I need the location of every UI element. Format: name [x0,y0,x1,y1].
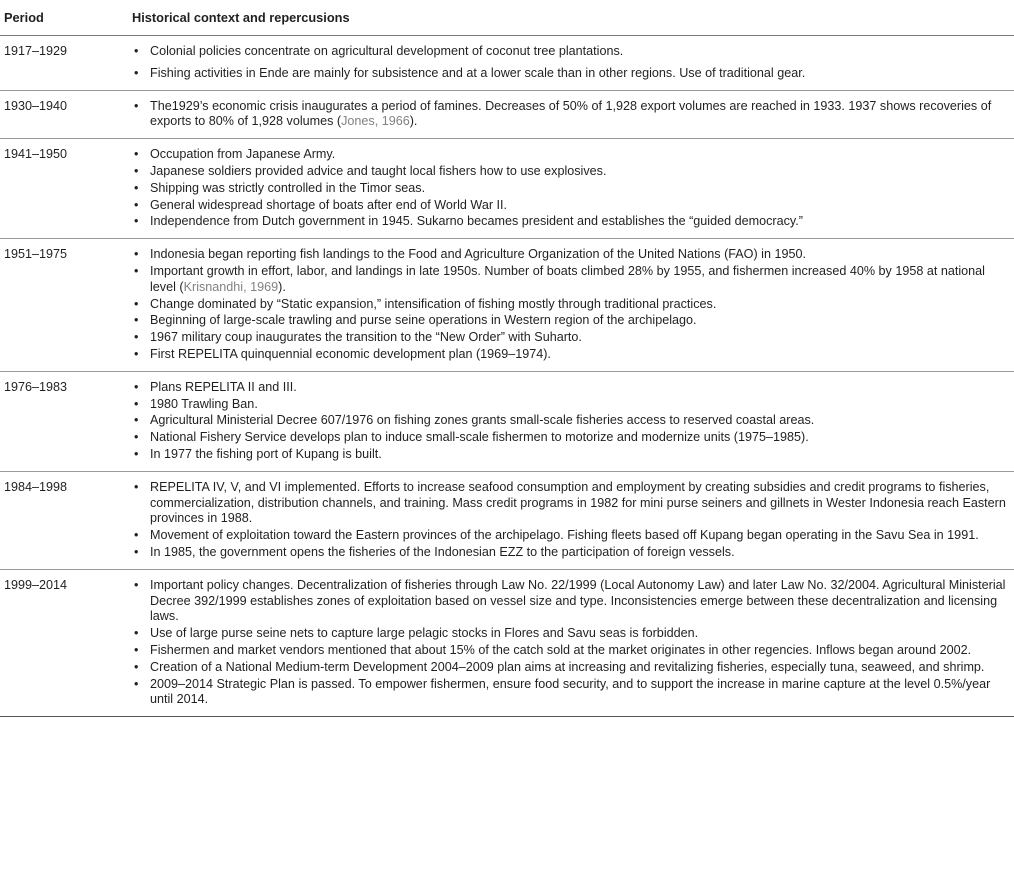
header-row [0,0,1014,36]
item-text: In 1985, the government opens the fisheries of the Indonesian EZZ to the participation of foreign vessels. [150,544,735,559]
period-cell: 1976–1983 [0,371,116,471]
bullet-list [132,44,1010,82]
list-item [132,347,1010,363]
bullet-icon: • [134,263,139,278]
list-item [132,330,1010,346]
list-item [132,214,1010,230]
list-item [132,264,1010,296]
item-text: Beginning of large-scale trawling and purse seine operations in Western region of the archipelago. [150,313,697,328]
period-cell: 1984–1998 [0,471,116,569]
bullet-icon: • [134,676,139,691]
bullet-icon: • [134,479,139,494]
context-cell [116,569,1014,716]
period-cell: 1941–1950 [0,139,116,239]
list-item [132,181,1010,197]
item-text-tail: ). [278,279,286,294]
item-text: The1929’s economic crisis inaugurates a period of famines. Decreases of 50% of 1,928 export volumes are reached in 1933. 1937 shows recoveries of exports to 80% of 1,928 volumes ( [150,98,992,129]
item-text: REPELITA IV, V, and VI implemented. Efforts to increase seafood consumption and employment by creating subsidies and credit programs to fisheries, commercialization, distribution channels, and training. Mass credit programs in 1982 for mini purse seiners and gillnets in Wester Indonesia reach Eastern provinces in 1988. [150,479,1006,526]
bullet-icon: • [134,642,139,657]
list-item [132,380,1010,396]
context-cell [116,371,1014,471]
table-row [0,569,1014,716]
bullet-icon: • [134,528,139,543]
list-item [132,626,1010,642]
item-text: First REPELITA quinquennial economic development plan (1969–1974). [150,346,551,361]
bullet-icon: • [134,659,139,674]
item-text: Agricultural Ministerial Decree 607/1976 on fishing zones grants small-scale fisheries access to reserved coastal areas. [150,413,815,428]
bullet-icon: • [134,296,139,311]
item-text: Plans REPELITA II and III. [150,379,297,394]
bullet-icon: • [134,44,139,58]
item-text: Shipping was strictly controlled in the Timor seas. [150,180,426,195]
bullet-list [132,99,1010,131]
table-row [0,36,1014,91]
item-text: Fishermen and market vendors mentioned that about 15% of the catch sold at the market originates in other regencies. Inflows began around 2002. [150,642,972,657]
bullet-icon: • [134,626,139,641]
context-cell [116,36,1014,91]
citation-link[interactable]: Jones, 1966 [341,114,410,129]
list-item [132,447,1010,463]
period-cell: 1930–1940 [0,90,116,139]
bullet-icon: • [134,413,139,428]
list-item [132,677,1010,709]
item-text: Important policy changes. Decentralization of fisheries through Law No. 22/1999 (Local Autonomy Law) and later Law No. 32/2004. Agricultural Ministerial Decree 392/1999 establishes zones of exploitation based on vessel size and type. Inconsistencies emerge between these decentralization and licensing laws. [150,577,1006,624]
list-item [132,480,1010,527]
citation-link[interactable]: Krisnandhi, 1969 [183,279,279,294]
list-item [132,413,1010,429]
list-item [132,164,1010,180]
bullet-icon: • [134,396,139,411]
list-item [132,430,1010,446]
bullet-icon: • [134,446,139,461]
list-item [132,297,1010,313]
bullet-icon: • [134,544,139,559]
item-text: Fishing activities in Ende are mainly for subsistence and at a lower scale than in other regions. Use of traditional gear. [150,65,806,80]
bullet-icon: • [134,247,139,262]
bullet-list [132,247,1010,363]
item-text: Colonial policies concentrate on agricultural development of coconut tree plantations. [150,44,624,58]
context-cell [116,471,1014,569]
bullet-icon: • [134,147,139,162]
item-text: 1980 Trawling Ban. [150,396,258,411]
list-item [132,528,1010,544]
table-body [0,36,1014,717]
bullet-icon: • [134,180,139,195]
bullet-list [132,480,1010,561]
period-cell: 1951–1975 [0,239,116,372]
item-text: General widespread shortage of boats after end of World War II. [150,197,508,212]
bullet-icon: • [134,346,139,361]
table-row [0,139,1014,239]
list-item [132,578,1010,625]
item-text: Indonesia began reporting fish landings to the Food and Agriculture Organization of the United Nations (FAO) in 1950. [150,247,806,262]
list-item [132,99,1010,131]
context-cell [116,90,1014,139]
item-text: Creation of a National Medium-term Development 2004–2009 plan aims at increasing and revitalizing fisheries, especially tuna, seaweed, and shrimp. [150,659,985,674]
list-item [132,66,1010,82]
item-text: Occupation from Japanese Army. [150,147,336,162]
list-item [132,660,1010,676]
context-cell [116,139,1014,239]
bullet-icon: • [134,577,139,592]
item-text: Change dominated by “Static expansion,” intensification of fishing mostly through traditional practices. [150,296,717,311]
item-text: In 1977 the fishing port of Kupang is built. [150,446,382,461]
table-row [0,471,1014,569]
item-text: National Fishery Service develops plan to induce small-scale fishermen to motorize and modernize units (1975–1985). [150,430,809,445]
table-row [0,90,1014,139]
bullet-icon: • [134,214,139,229]
table-row [0,371,1014,471]
item-text: Important growth in effort, labor, and landings in late 1950s. Number of boats climbed 28% by 1955, and fishermen increased 40% by 1958 at national level ( [150,263,985,294]
item-text: Independence from Dutch government in 1945. Sukarno becames president and establishes the “guided democracy.” [150,214,803,229]
item-text: 2009–2014 Strategic Plan is passed. To empower fishermen, ensure food security, and to support the increase in marine capture at the level 0.5%/year until 2014. [150,676,991,707]
list-item [132,643,1010,659]
bullet-icon: • [134,163,139,178]
bullet-icon: • [134,65,139,80]
list-item [132,545,1010,561]
bullet-icon: • [134,430,139,445]
item-text-tail: ). [409,114,418,129]
item-text: 1967 military coup inaugurates the transition to the “New Order” with Suharto. [150,330,582,345]
table-row [0,239,1014,372]
list-item [132,198,1010,214]
bullet-list [132,147,1010,230]
context-cell [116,239,1014,372]
list-item [132,44,1010,60]
list-item [132,397,1010,413]
bullet-icon: • [134,98,139,113]
bullet-icon: • [134,197,139,212]
list-item [132,313,1010,329]
item-text: Movement of exploitation toward the Eastern provinces of the archipelago. Fishing fleets based off Kupang began operating in the Savu Sea in 1991. [150,528,979,543]
item-text: Japanese soldiers provided advice and taught local fishers how to use explosives. [150,163,607,178]
period-cell: 1917–1929 [0,36,116,91]
context-column-header: Historical context and repercusions [116,0,1014,36]
item-text: Use of large purse seine nets to capture large pelagic stocks in Flores and Savu seas is forbidden. [150,626,699,641]
bullet-icon: • [134,313,139,328]
list-item [132,247,1010,263]
list-item [132,147,1010,163]
bullet-icon: • [134,379,139,394]
period-column-header: Period [0,0,116,36]
bullet-icon: • [134,330,139,345]
bullet-list [132,578,1010,708]
bullet-list [132,380,1010,463]
period-cell: 1999–2014 [0,569,116,716]
